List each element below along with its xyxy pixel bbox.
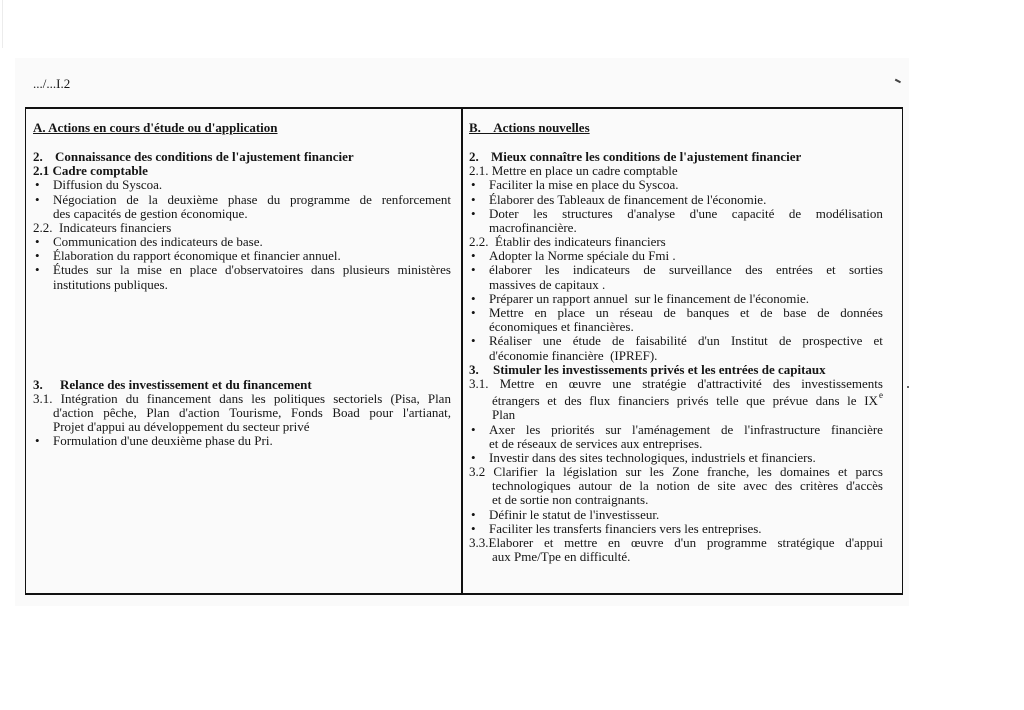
list-item	[33, 249, 451, 263]
list-item-text: Communication des indicateurs de base.	[53, 234, 263, 250]
bullet-icon: •	[471, 333, 476, 349]
bullet-icon: •	[471, 449, 476, 465]
list-item-continuation: et de réseaux de services aux entreprises.	[489, 435, 703, 451]
column-b	[469, 121, 883, 564]
scan-dot-artifact	[907, 386, 909, 388]
list-item-text: Études sur la mise en place d'observatoires dans plusieurs ministères	[53, 262, 451, 278]
subsection-b31-text: 3.1. Mettre en œuvre une stratégie d'attractivité des investissements	[469, 375, 883, 391]
list-item-continuation: institutions publiques.	[53, 276, 168, 292]
bullet-icon: •	[471, 506, 476, 522]
subsection-b31-continuation: Plan	[492, 407, 516, 423]
list-item	[469, 263, 883, 277]
list-item-text: Axer les priorités sur l'aménagement de l'infrastructure financière	[489, 421, 883, 437]
list-item	[33, 263, 451, 277]
section-b2-title	[469, 150, 883, 164]
list-item-continuation: macrofinancière.	[489, 219, 577, 235]
list-item-text: Négociation de la deuxième phase du programme de renforcement	[53, 191, 451, 207]
section-title: Connaissance des conditions de l'ajustement financier	[55, 148, 354, 164]
list-item	[469, 508, 883, 522]
section-a3-title	[33, 378, 451, 392]
bullet-icon: •	[471, 177, 476, 193]
list-item-text: élaborer les indicateurs de surveillance des entrées et sorties	[489, 262, 883, 278]
list-item	[33, 193, 451, 207]
section-b3-title	[469, 363, 883, 377]
list-item-continuation: d'économie financière (IPREF).	[489, 347, 658, 363]
subsection-a31-continuation: d'action pêche, Plan d'action Tourisme, Fonds Boad pour l'artianat,	[53, 405, 451, 421]
bullet-icon: •	[471, 290, 476, 306]
subsection-a31-text: 3.1. Intégration du financement dans les politiques sectoriels (Pisa, Plan	[33, 390, 451, 406]
list-item-text: Investir dans des sites technologiques, industriels et financiers.	[489, 449, 816, 465]
list-item-text: Faciliter les transferts financiers vers les entreprises.	[489, 520, 762, 536]
section-title: Relance des investissement et du financement	[60, 376, 312, 392]
subsection-b31-continuation	[469, 390, 883, 409]
scan-edge-artifact	[2, 0, 3, 48]
section-title: Stimuler les investissements privés et les entrées de capitaux	[493, 361, 826, 377]
list-item	[469, 249, 883, 263]
column-divider	[461, 107, 463, 595]
bullet-icon: •	[35, 177, 40, 193]
list-item	[469, 193, 883, 207]
bullet-icon: •	[471, 421, 476, 437]
subsection-a22-title: 2.2. Indicateurs financiers	[33, 219, 172, 235]
section-title: Mieux connaître les conditions de l'ajustement financier	[491, 148, 802, 164]
list-item	[469, 522, 883, 536]
list-item-continuation: des capacités de gestion économique.	[53, 205, 248, 221]
bullet-icon: •	[35, 262, 40, 278]
list-item	[469, 451, 883, 465]
bullet-icon: •	[471, 205, 476, 221]
section-number: 3.	[469, 361, 479, 377]
continuation-text: étrangers et des flux financiers privés telle que prévue dans le IX	[492, 393, 878, 409]
bullet-icon: •	[471, 248, 476, 264]
subsection-b32-text: 3.2 Clarifier la législation sur les Zone franche, les domaines et parcs	[469, 464, 883, 480]
subsection-b21-title: 2.1. Mettre en place un cadre comptable	[469, 163, 678, 179]
bullet-icon: •	[35, 433, 40, 449]
subsection-b32-continuation: et de sortie non contraignants.	[492, 492, 649, 508]
list-item-text: Faciliter la mise en place du Syscoa.	[489, 177, 679, 193]
subsection-a21-title: 2.1 Cadre comptable	[33, 163, 148, 179]
list-item	[469, 423, 883, 437]
bullet-icon: •	[35, 191, 40, 207]
list-item-text: Préparer un rapport annuel sur le financement de l'économie.	[489, 290, 809, 306]
list-item-text: Adopter la Norme spéciale du Fmi .	[489, 248, 676, 264]
list-item	[33, 235, 451, 249]
list-item-text: Élaborer des Tableaux de financement de l'économie.	[489, 191, 767, 207]
subsection-a31-continuation: Projet d'appui au développement du secteur privé	[53, 419, 310, 435]
superscript: e	[879, 390, 883, 401]
list-item	[33, 434, 451, 448]
section-number: 2.	[33, 148, 43, 164]
list-item	[469, 292, 883, 306]
bullet-icon: •	[35, 248, 40, 264]
subsection-b33-text: 3.3.Elaborer et mettre en œuvre d'un programme stratégique d'appui	[469, 535, 883, 551]
subsection-b32-continuation: technologiques autour de la notion de site avec des critères d'accès	[492, 478, 883, 494]
spacer	[469, 135, 883, 150]
list-item-continuation: économiques et financières.	[489, 319, 634, 335]
list-item-text: Définir le statut de l'investisseur.	[489, 506, 660, 522]
bullet-icon: •	[471, 191, 476, 207]
section-number: 2.	[469, 148, 479, 164]
column-a-heading: A. Actions en cours d'étude ou d'application	[33, 120, 278, 135]
list-item	[469, 306, 883, 320]
bullet-icon: •	[471, 305, 476, 321]
spacer	[33, 292, 451, 378]
list-item-text: Doter les structures d'analyse d'une capacité de modélisation	[489, 205, 883, 221]
column-a	[33, 121, 451, 449]
bullet-icon: •	[35, 234, 40, 250]
list-item	[469, 178, 883, 192]
list-item-text: Élaboration du rapport économique et financier annuel.	[53, 248, 341, 264]
subsection-b22-title: 2.2. Établir des indicateurs financiers	[469, 234, 666, 250]
list-item-continuation: massives de capitaux .	[489, 276, 606, 292]
column-b-heading: B. Actions nouvelles	[469, 120, 590, 135]
list-item-text: Mettre en place un réseau de banques et de base de données	[489, 305, 883, 321]
subsection-b33-continuation: aux Pme/Tpe en difficulté.	[492, 549, 631, 565]
section-number: 3.	[33, 376, 43, 392]
list-item-text: Réaliser une étude de faisabilité d'un Institut de prospective et	[489, 333, 883, 349]
page-reference: .../...I.2	[33, 76, 71, 91]
bullet-icon: •	[471, 262, 476, 278]
list-item	[469, 334, 883, 348]
list-item-text: Formulation d'une deuxième phase du Pri.	[53, 433, 273, 449]
list-item	[469, 207, 883, 221]
section-a2-title	[33, 150, 451, 164]
list-item-text: Diffusion du Syscoa.	[53, 177, 163, 193]
spacer	[33, 135, 451, 150]
bullet-icon: •	[471, 520, 476, 536]
list-item	[33, 178, 451, 192]
